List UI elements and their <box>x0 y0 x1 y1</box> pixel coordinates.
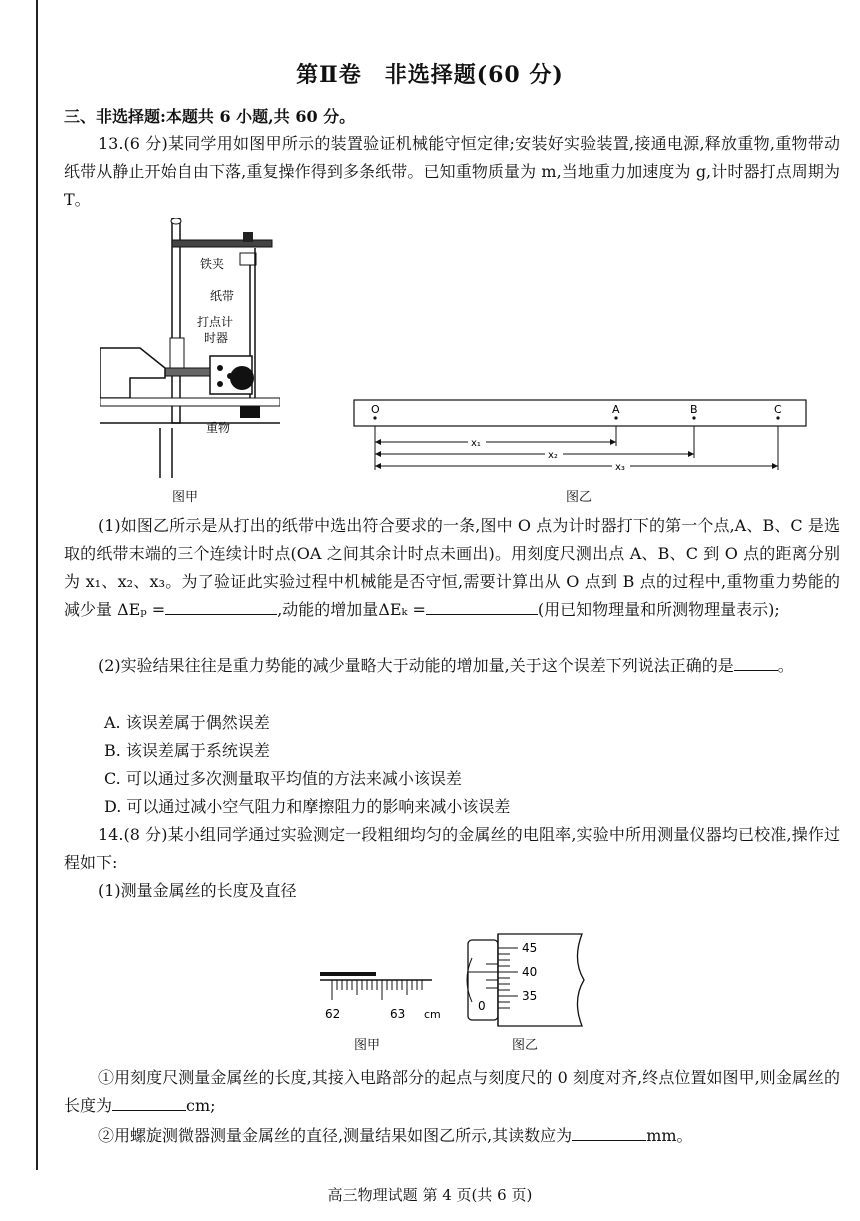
q14-item2 <box>64 1122 840 1150</box>
answer-blank-choice[interactable] <box>734 652 778 671</box>
page-footer: 高三物理试题 第 4 页(共 6 页) <box>327 1186 533 1204</box>
micrometer-caption: 图乙 <box>512 1038 539 1053</box>
q14-item1-unit: cm; <box>186 1096 216 1115</box>
label-x3: x₃ <box>615 462 625 473</box>
label-x2: x₂ <box>548 450 558 461</box>
q13-part2-end: 。 <box>777 656 794 675</box>
fig-a-caption: 图甲 <box>172 490 199 505</box>
answer-blank-length[interactable] <box>112 1092 186 1111</box>
q14-item2-text: ②用螺旋测微器测量金属丝的直径,测量结果如图乙所示,其读数应为 <box>98 1126 573 1145</box>
label-x1: x₁ <box>471 438 481 449</box>
stand-rod <box>172 218 180 423</box>
q14-part1-heading: (1)测量金属丝的长度及直径 <box>98 881 297 900</box>
ruler-unit: cm <box>424 1008 441 1021</box>
label-B: B <box>690 403 698 416</box>
apparatus-figure <box>100 218 280 488</box>
q14-item2-unit: mm。 <box>646 1126 693 1145</box>
option-d: D. 可以通过减小空气阻力和摩擦阻力的影响来减小该误差 <box>104 797 511 816</box>
q13-part1-mid: ,动能的增加量 <box>277 600 379 619</box>
label-timer-1: 打点计 <box>197 315 234 329</box>
label-weight: 重物 <box>206 421 231 435</box>
fig-b-caption: 图乙 <box>566 490 593 505</box>
tape-figure <box>350 396 820 476</box>
binding-margin-line <box>36 0 38 1170</box>
point-B <box>692 416 695 419</box>
q13-part1-end: (用已知物理量和所测物理量表示); <box>537 600 780 619</box>
answer-blank-ep[interactable] <box>165 596 277 615</box>
section-heading: 三、非选择题:本题共 6 小题,共 60 分。 <box>64 107 356 126</box>
micrometer-label-0: 0 <box>478 999 486 1013</box>
page-title: 第Ⅱ卷 非选择题(60 分) <box>296 62 564 88</box>
ruler-caption: 图甲 <box>354 1038 381 1053</box>
micrometer-label-45: 45 <box>522 941 538 955</box>
q13-part2 <box>64 652 840 680</box>
micrometer-label-35: 35 <box>522 989 538 1003</box>
q13-part1-ek: ΔEₖ = <box>378 600 426 619</box>
answer-blank-ek[interactable] <box>426 596 538 615</box>
label-timer-2: 时器 <box>204 331 229 345</box>
label-C: C <box>774 403 782 416</box>
ruler-label-62: 62 <box>325 1007 341 1021</box>
label-clamp: 铁夹 <box>200 257 225 271</box>
tape-strip <box>354 400 806 426</box>
answer-blank-diameter[interactable] <box>572 1122 646 1141</box>
micrometer-figure <box>462 930 602 1030</box>
micrometer-label-40: 40 <box>522 965 538 979</box>
q14-item1 <box>64 1064 840 1120</box>
option-c: C. 可以通过多次测量取平均值的方法来减小该误差 <box>104 769 462 788</box>
label-A: A <box>612 403 620 416</box>
point-O <box>373 416 376 419</box>
q13-intro: 13.(6 分)某同学用如图甲所示的装置验证机械能守恒定律;安装好实验装置,接通电源,释放重物,重物带动纸带从静止开始自由下落,重复操作得到多条纸带。已知重物质量为 m,当地重力加速度为 g,计时器打点周期为 T。 <box>64 134 840 209</box>
q13-part1 <box>64 512 840 624</box>
wire-segment <box>320 972 376 976</box>
label-tape: 纸带 <box>210 289 235 303</box>
ruler-figure <box>310 966 450 1026</box>
clamp-arm <box>172 240 272 247</box>
q14-intro: 14.(8 分)某小组同学通过实验测定一段粗细均匀的金属丝的电阻率,实验中所用测量仪器均已校准,操作过程如下: <box>64 825 840 872</box>
point-C <box>776 416 779 419</box>
q13-part2-text: (2)实验结果往往是重力势能的减少量略大于动能的增加量,关于这个误差下列说法正确的是 <box>98 656 734 675</box>
option-a: A. 该误差属于偶然误差 <box>104 713 270 732</box>
point-A <box>614 416 617 419</box>
q14-item1-text: ①用刻度尺测量金属丝的长度,其接入电路部分的起点与刻度尺的 0 刻度对齐,终点位置如图甲,则金属丝的长度为 <box>64 1068 840 1115</box>
timer-coil <box>230 366 254 390</box>
q13-part1-text: (1)如图乙所示是从打出的纸带中选出符合要求的一条,图中 O 点为计时器打下的第一个点,A、B、C 是选取的纸带末端的三个连续计时点(OA 之间其余计时点未画出)。用刻度尺测出点 A、B、C 到 O 点的距离分别为 x₁、x₂、x₃。为了验证此实验过程中机械能是否守恒,需要计算出从 O 点到 B 点的过程中,重物重力势能的减少量 ΔEₚ = <box>64 516 840 619</box>
ruler-label-63: 63 <box>390 1007 406 1021</box>
option-b: B. 该误差属于系统误差 <box>104 741 270 760</box>
label-O: O <box>371 403 380 416</box>
